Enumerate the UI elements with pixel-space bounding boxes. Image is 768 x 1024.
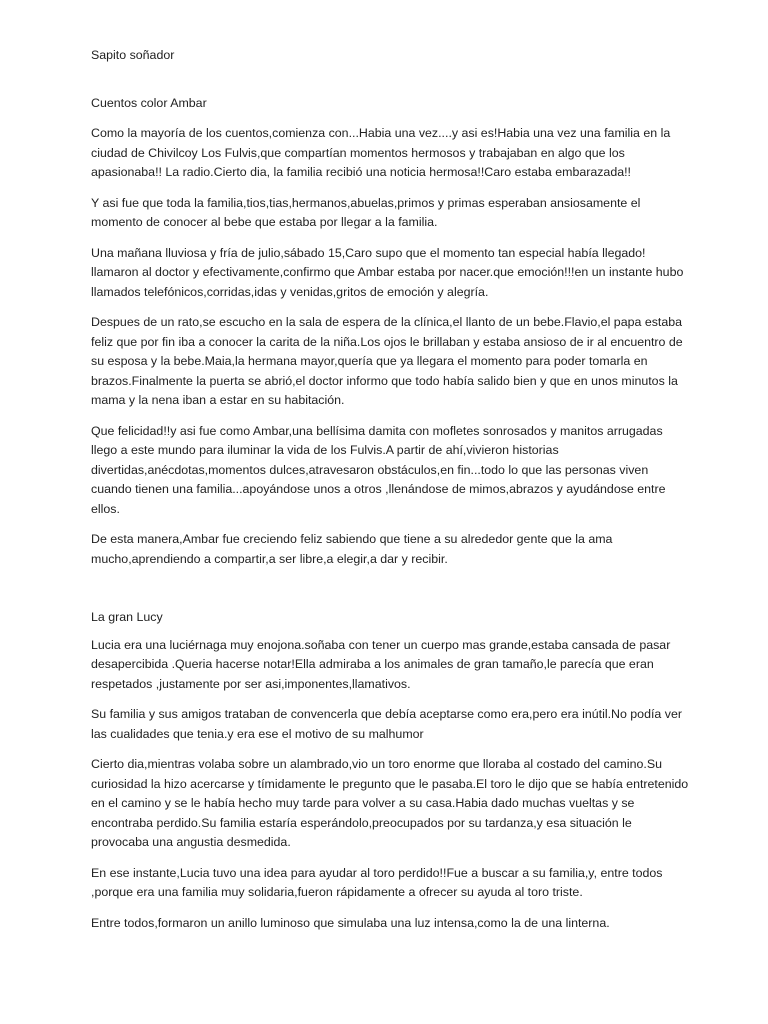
story-paragraph: Despues de un rato,se escucho en la sala de espera de la clínica,el llanto de un bebe.Flavio,el papa estaba feliz que por fin iba a conocer la carita de la niña.Los ojos le brillaban y estaba ansioso de ir al encuentro de su esposa y la bebe.Maia,la hermana mayor,quería que ya llegara el momento para poder tomarla en brazos.Finalmente la puerta se abrió,el doctor informo que todo había salido bien y que en unos minutos la mama y la nena iban a estar en su habitación. xyxy=(91,315,683,407)
story-paragraph: Una mañana lluviosa y fría de julio,sábado 15,Caro supo que el momento tan especial había llegado! llamaron al doctor y efectivamente,confirmo que Ambar estaba por nacer.que emoción!!!en un instante hubo llamados telefónicos,corridas,idas y venidas,gritos de emoción y alegría. xyxy=(91,245,684,299)
story-paragraph: Entre todos,formaron un anillo luminoso que simulaba una luz intensa,como la de una linterna. xyxy=(91,915,610,930)
story-paragraph: Y asi fue que toda la familia,tios,tias,hermanos,abuelas,primos y primas esperaban ansiosamente el momento de conocer al bebe que estaba por llegar a la familia. xyxy=(91,195,641,229)
document-body xyxy=(91,46,691,944)
story-heading: La gran Lucy xyxy=(91,610,163,624)
document-title: Sapito soñador xyxy=(91,48,175,62)
story-paragraph: De esta manera,Ambar fue creciendo feliz sabiendo que tiene a su alrededor gente que la ama mucho,aprendiendo a compartir,a ser libre,a elegir,a dar y recibir. xyxy=(91,532,613,566)
story-paragraph: Que felicidad!!y asi fue como Ambar,una bellísima damita con mofletes sonrosados y manitos arrugadas llego a este mundo para iluminar la vida de los Fulvis.A partir de ahí,vivieron historias divertidas,anécdotas,momentos dulces,atravesaron obstáculos,en fin...todo lo que las personas viven cuando tienen una familia...apoyándose unos a otros ,llenándose de mimos,abrazos y ayudándose entre ellos. xyxy=(91,423,666,516)
story-heading: Cuentos color Ambar xyxy=(91,95,207,110)
section-gap xyxy=(91,580,691,608)
story-paragraph: Cierto dia,mientras volaba sobre un alambrado,vio un toro enorme que lloraba al costado del camino.Su curiosidad la hizo acercarse y tímidamente le pregunto que le pasaba.El toro le dijo que se había entretenido en el camino y se le había hecho muy tarde para volver a su casa.Habia dado muchas vueltas y se encontraba perdido.Su familia estaría esperándolo,preocupados por su tardanza,y esa situación le provocaba una angustia desmedida. xyxy=(91,757,689,849)
story-paragraph: En ese instante,Lucia tuvo una idea para ayudar al toro perdido!!Fue a buscar a su familia,y, entre todos ,porque era una familia muy solidaria,fueron rápidamente a ofrecer su ayuda al toro triste. xyxy=(91,865,663,899)
story-paragraph: Su familia y sus amigos trataban de convencerla que debía aceptarse como era,pero era inútil.No podía ver las cualidades que tenia.y era ese el motivo de su malhumor xyxy=(91,707,682,741)
story-paragraph: Como la mayoría de los cuentos,comienza con...Habia una vez....y asi es!Habia una vez una familia en la ciudad de Chivilcoy Los Fulvis,que compartían momentos hermosos y trabajaban en algo que los apasionaba!! La radio.Cierto dia, la familia recibió una noticia hermosa!!Caro estaba embarazada!! xyxy=(91,126,671,179)
story-paragraph: Lucia era una luciérnaga muy enojona.soñaba con tener un cuerpo mas grande,estaba cansada de pasar desapercibida .Queria hacerse notar!Ella admiraba a los animales de gran tamaño,le parecía que eran respetados ,justamente por ser asi,imponentes,llamativos. xyxy=(91,637,671,691)
